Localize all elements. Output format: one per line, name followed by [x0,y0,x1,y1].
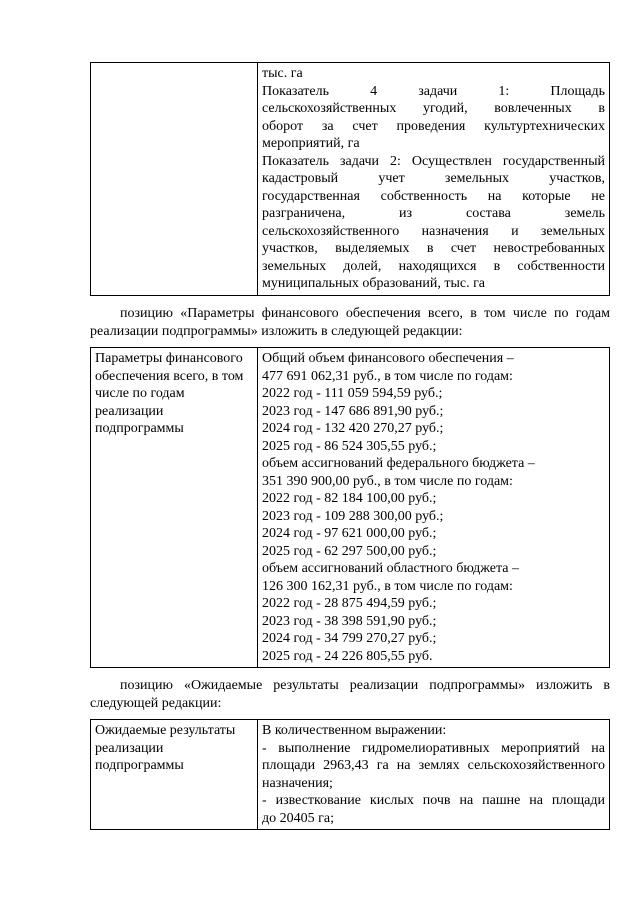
text-line: земельных долей, находящихся в собственности [262,258,605,274]
table-cell-financing-values [258,348,610,668]
table-cell-indicators [258,63,610,296]
text-line: 2022 год - 28 875 494,59 руб.; [262,596,437,611]
financing-table [90,347,610,668]
paragraph-results-intro: позицию «Ожидаемые результаты реализации подпрограммы» изложить в следующей редакции: [90,678,610,711]
text-line: 2025 год - 86 524 305,55 руб.; [262,438,437,454]
text-line: 2025 год - 24 226 805,55 руб. [262,648,433,664]
text-line: объем ассигнований областного бюджета – [262,561,519,576]
table-cell-results-values [258,720,610,830]
table-row [91,348,610,668]
text-line: - выполнение гидромелиоративных мероприятий на [262,740,605,756]
text-line: оборот за счет проведения культуртехнических [262,118,605,134]
text-line: 2024 год - 97 621 000,00 руб.; [262,526,437,541]
text-line: 2022 год - 111 059 594,59 руб.; [262,386,443,401]
text-line: разграничена, из состава земель [262,206,605,221]
text-line: государственная собственность на которые не [262,188,605,204]
text-line: муниципальных образований, тыс. га [262,276,486,291]
text-line: числе по годам [95,386,185,401]
text-line: сельскохозяйственного назначения и земельных [262,223,605,239]
text-line: участков, выделяемых в счет невостребованных [262,241,605,256]
text-line: подпрограммы [95,758,184,773]
text-line: Показатель задачи 2: Осуществлен государственный [262,153,605,169]
table-cell-left-empty [91,63,258,296]
indicators-table [90,62,610,296]
text-line: В количественном выражении: [262,723,447,738]
text-line: площади 2963,43 га на землях сельскохозяйственного [262,758,605,773]
text-line: объем ассигнований федерального бюджета – [262,456,535,471]
text-line: Общий объем финансового обеспечения – [262,351,514,366]
text-line: 477 691 062,31 руб., в том числе по годам: [262,368,513,384]
text-line: кадастровый учет земельных участков, [262,171,605,186]
text-line: 2022 год - 82 184 100,00 руб.; [262,491,437,506]
table-row [91,63,610,296]
text-line: Параметры финансового [95,351,243,366]
results-table [90,719,610,830]
text-line: 2024 год - 132 420 270,27 руб.; [262,421,444,436]
text-line: 2025 год - 62 297 500,00 руб.; [262,543,437,559]
text-line: Показатель 4 задачи 1: Площадь [262,83,605,99]
table-cell-financing-label [91,348,258,668]
text-line: - известкование кислых почв на пашне на площади [262,793,605,808]
table-cell-results-label [91,720,258,830]
text-line: до 20405 га; [262,810,334,826]
text-line: 2023 год - 38 398 591,90 руб.; [262,613,437,629]
text-line: сельскохозяйственных угодий, вовлеченных в [262,101,605,116]
text-line: 2023 год - 147 686 891,90 руб.; [262,403,444,419]
text-line: реализации [95,740,164,756]
text-line: тыс. га [262,66,303,81]
text-line: Ожидаемые результаты [95,723,236,738]
text-line: 351 390 900,00 руб., в том числе по годам: [262,473,513,489]
text-line: 126 300 162,31 руб., в том числе по годам: [262,578,513,594]
text-line: 2024 год - 34 799 270,27 руб.; [262,631,437,646]
text-line: обеспечения всего, в том [95,368,244,384]
text-line: реализации [95,403,164,419]
text-line: подпрограммы [95,421,184,436]
text-line: назначения; [262,775,333,791]
text-line: 2023 год - 109 288 300,00 руб.; [262,508,444,524]
text-line: мероприятий, га [262,136,360,151]
paragraph-financing-intro: позицию «Параметры финансового обеспечения всего, в том числе по годам реализации подпрограммы» изложить в следующей редакции: [90,306,610,339]
table-row [91,720,610,830]
